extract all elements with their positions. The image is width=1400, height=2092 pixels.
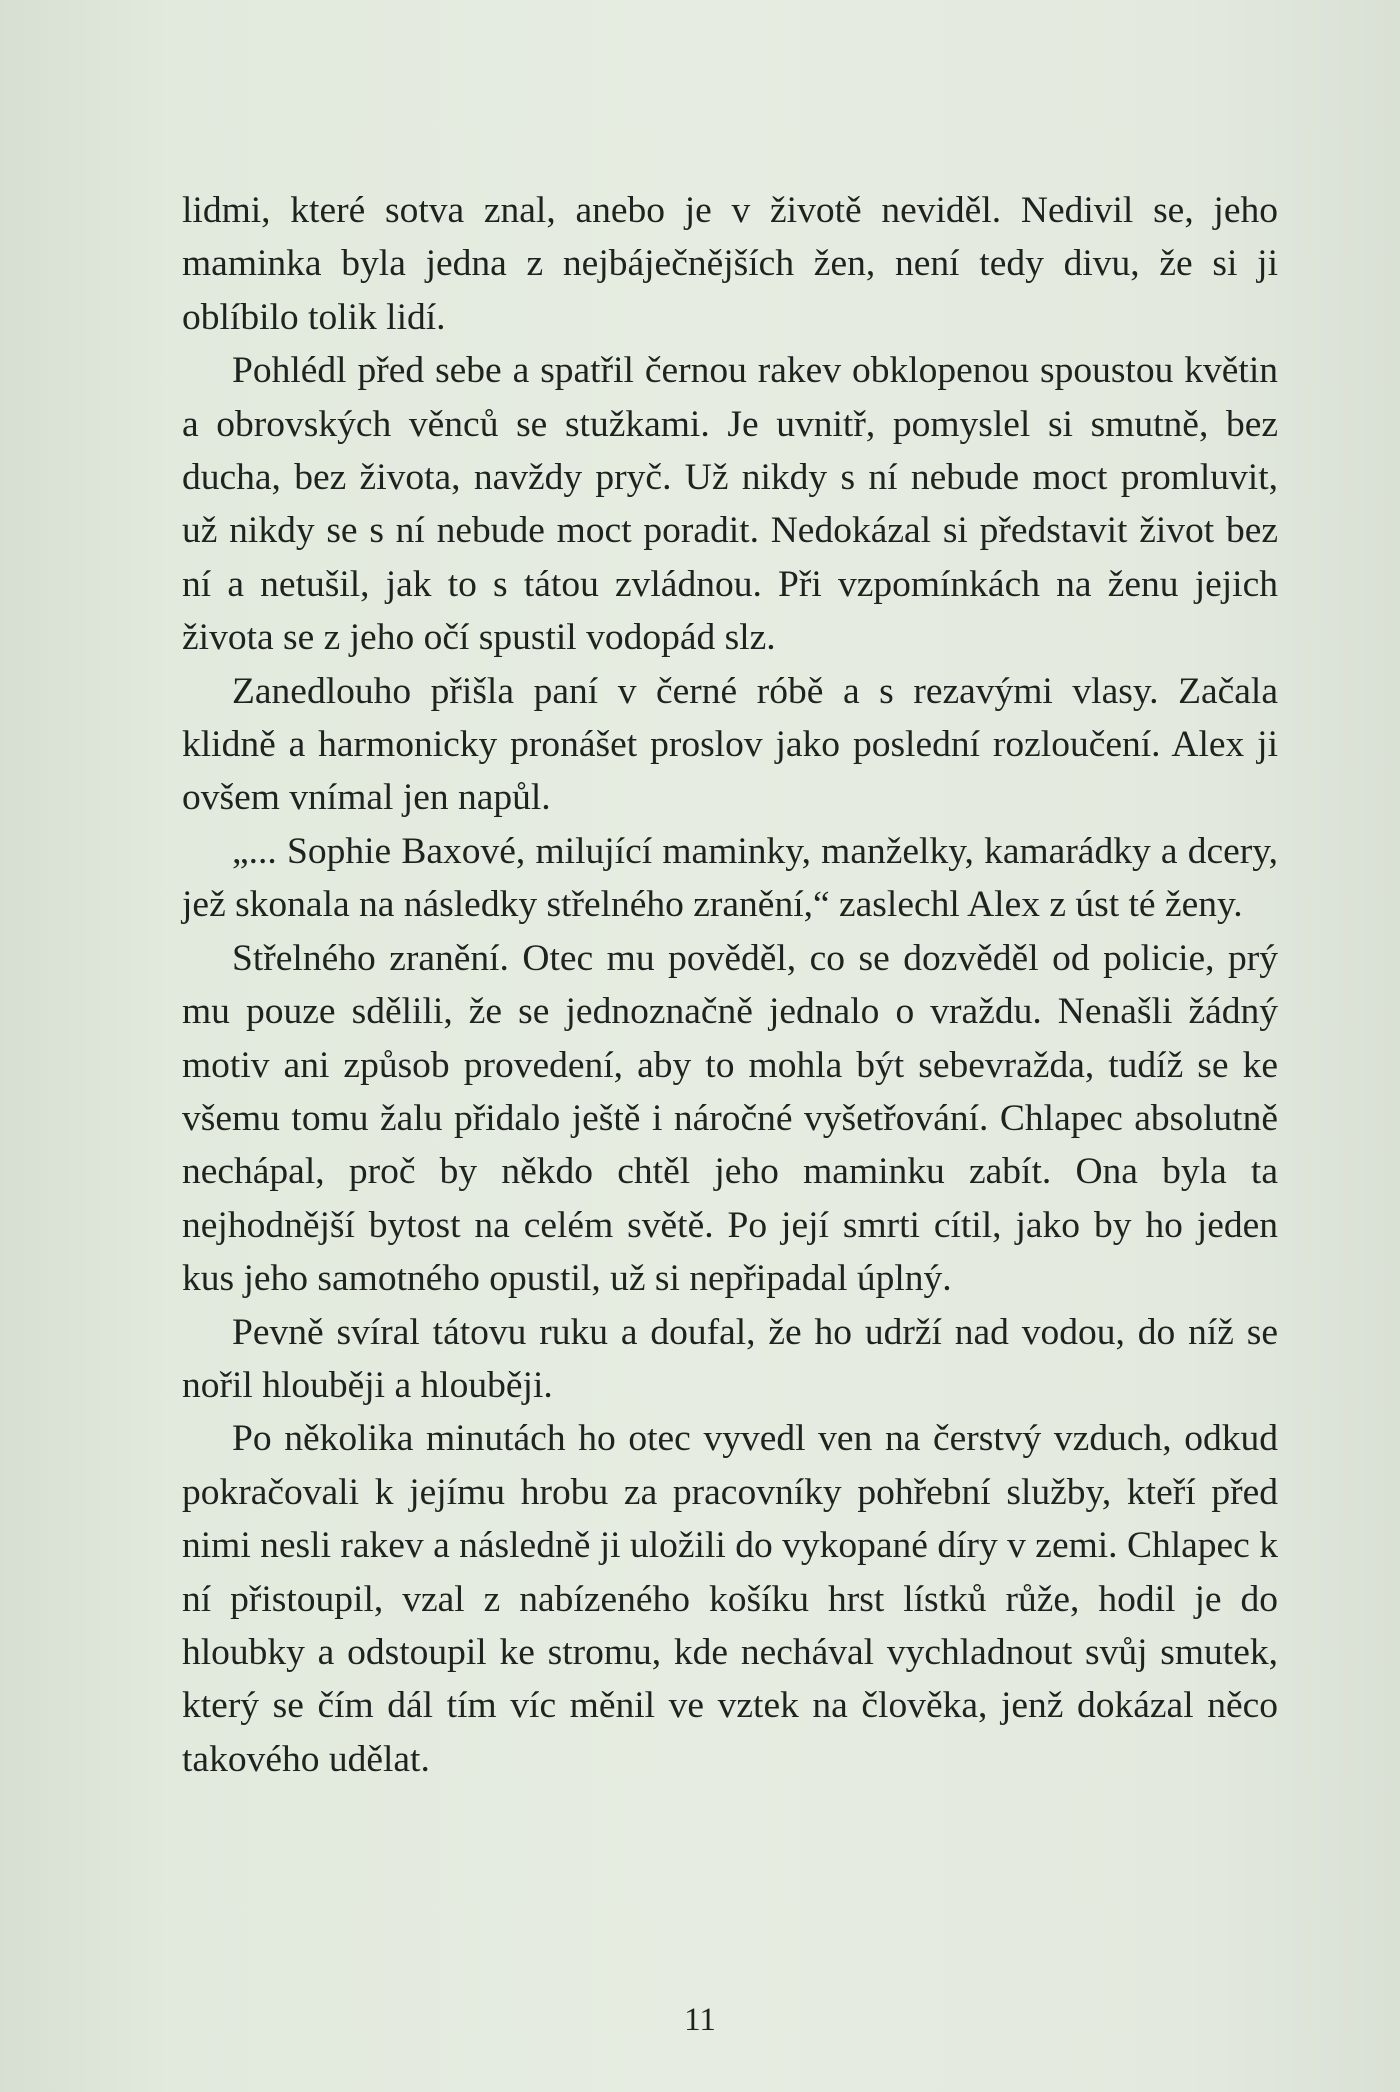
paragraph-7: Po několika minutách ho otec vyvedl ven na čerstvý vzduch, odkud pokračovali k jejímu hrobu za pracovníky pohřební služby, kteří před nimi nesli rakev a následně ji uložili do vykopané díry v zemi. Chlapec k ní přistoupil, vzal z nabízeného košíku hrst lístků růže, hodil je do hloubky a odstoupil ke stromu, kde nechával vychladnout svůj smutek, který se čím dál tím víc měnil ve vztek na člověka, jenž dokázal něco takového udělat. xyxy=(182,1418,1278,1780)
paragraph-4: „... Sophie Baxové, milující maminky, manželky, kamarádky a dcery, jež skonala na následky střelného zranění,“ zaslechl Alex z úst té ženy. xyxy=(182,830,1278,926)
body-text xyxy=(182,184,1278,1786)
paragraph-1: lidmi, které sotva znal, anebo je v životě neviděl. Nedivil se, jeho maminka byla jedna z nejbáječnějších žen, není tedy divu, že si ji oblíbilo tolik lidí. xyxy=(182,190,1278,338)
page-number: 11 xyxy=(684,2002,716,2038)
paragraph-6: Pevně svíral tátovu ruku a doufal, že ho udrží nad vodou, do níž se nořil hlouběji a hlouběji. xyxy=(182,1311,1278,1406)
paragraph-2: Pohlédl před sebe a spatřil černou rakev obklopenou spoustou květin a obrovských věnců se stužkami. Je uvnitř, pomyslel si smutně, bez ducha, bez života, navždy pryč. Už nikdy s ní nebude moct promluvit, už nikdy se s ní nebude moct poradit. Nedokázal si představit život bez ní a netušil, jak to s tátou zvládnou. Při vzpomínkách na ženu jejich života se z jeho očí spustil vodopád slz. xyxy=(182,350,1278,659)
paragraph-3: Zanedlouho přišla paní v černé róbě a s rezavými vlasy. Začala klidně a harmonicky pronášet proslov jako poslední rozloučení. Alex ji ovšem vnímal jen napůl. xyxy=(182,670,1278,819)
paragraph-5: Střelného zranění. Otec mu pověděl, co se dozvěděl od policie, prý mu pouze sdělili, že se jednoznačně jednalo o vraždu. Nenašli žádný motiv ani způsob provedení, aby to mohla být sebevražda, tudíž se ke všemu tomu žalu přidalo ještě i náročné vyšetřování. Chlapec absolutně nechápal, proč by někdo chtěl jeho maminku zabít. Ona byla ta nejhodnější bytost na celém světě. Po její smrti cítil, jako by ho jeden kus jeho samotného opustil, už si nepřipadal úplný. xyxy=(182,937,1278,1300)
